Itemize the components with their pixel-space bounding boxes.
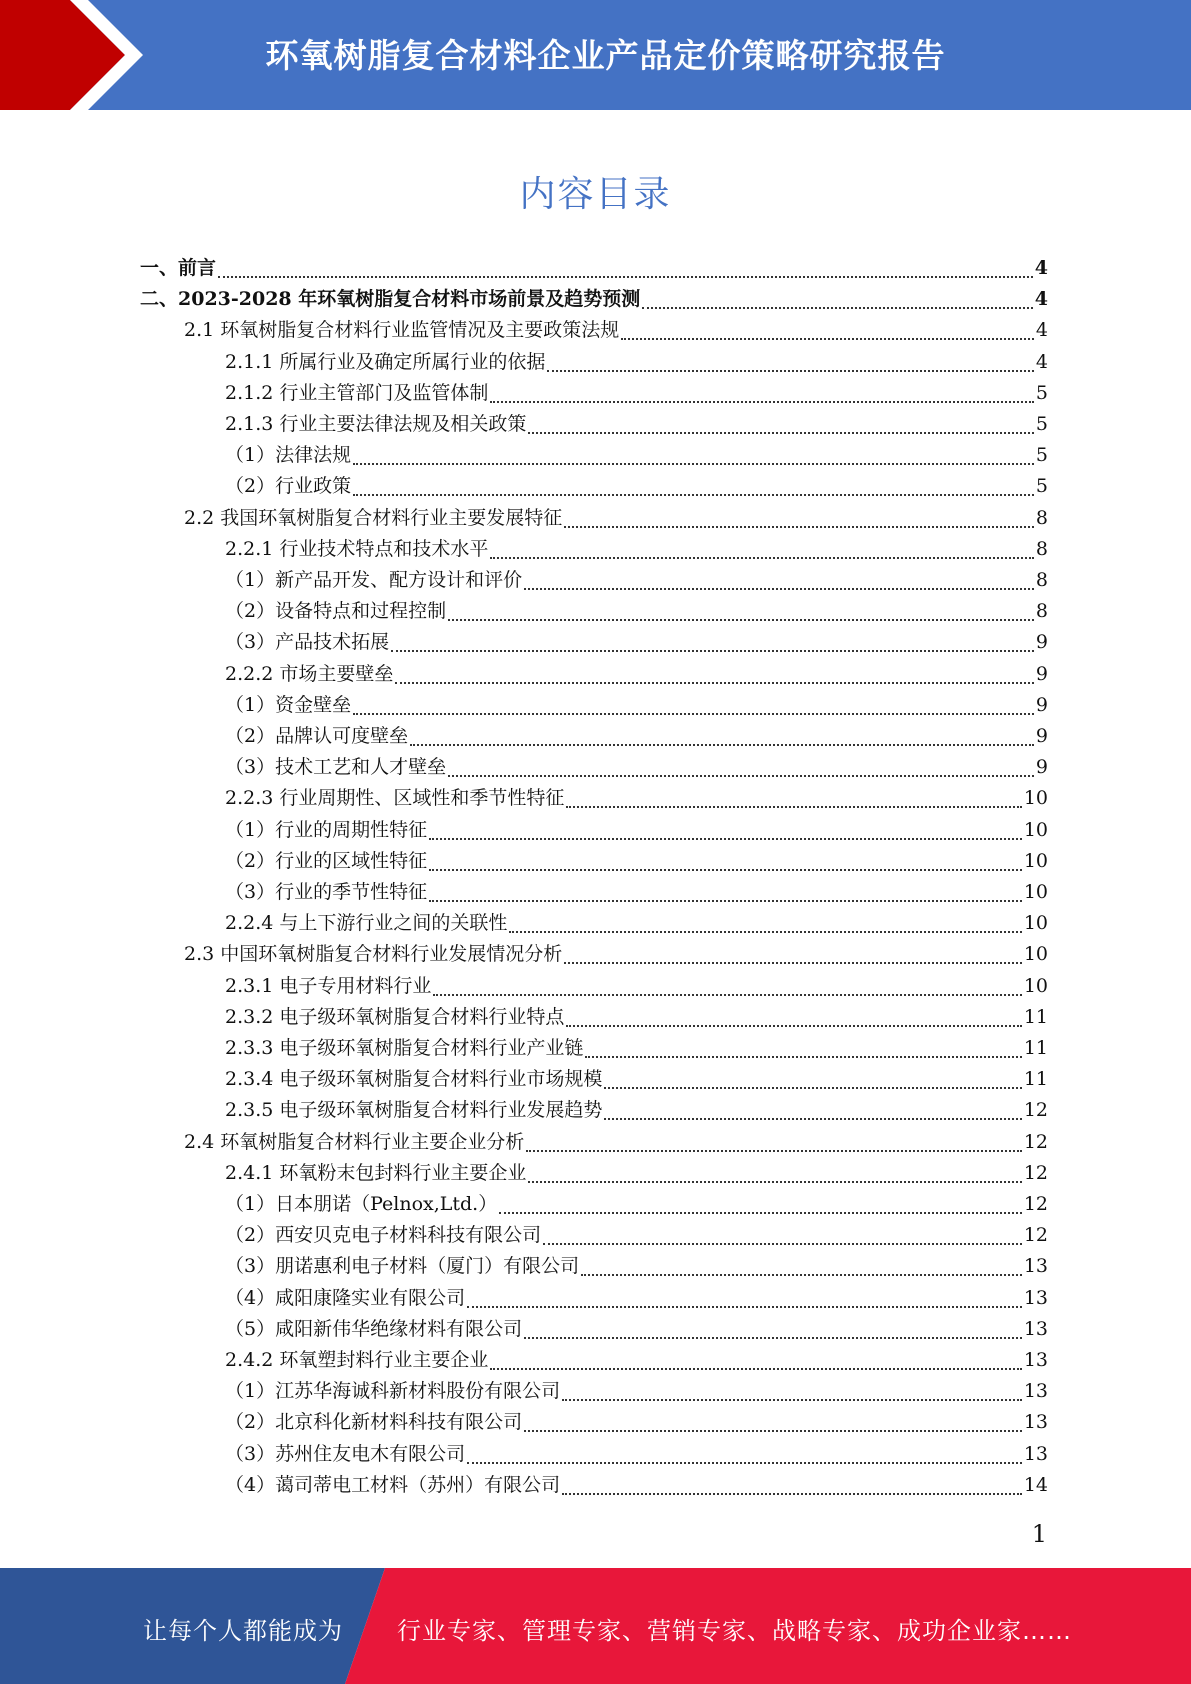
toc-entry[interactable] [184, 1127, 1048, 1158]
toc-entry[interactable] [225, 347, 1048, 378]
toc-entry-page: 9 [1035, 725, 1048, 747]
toc-leader-dots [543, 1242, 1022, 1245]
toc-entry-page: 5 [1035, 475, 1048, 498]
toc-entry[interactable] [225, 1189, 1048, 1220]
toc-entry-label: （2）行业的区域性特征 [225, 849, 428, 872]
toc-leader-dots [490, 556, 1034, 559]
toc-entry-label: 2.4.2 环氧塑封料行业主要企业 [225, 1349, 489, 1371]
toc-entry-page: 10 [1023, 912, 1048, 935]
toc-entry-label: （2）行业政策 [225, 475, 352, 498]
toc-entry[interactable] [225, 1407, 1048, 1438]
toc-entry[interactable] [225, 471, 1048, 502]
toc-entry-label: （3）朋诺惠利电子材料（厦门）有限公司 [225, 1255, 580, 1278]
toc-entry-page: 9 [1035, 756, 1048, 779]
toc-entry-label: （2）西安贝克电子材料科技有限公司 [225, 1224, 542, 1247]
toc-entry-page: 12 [1023, 1161, 1048, 1184]
toc-entry-page: 10 [1023, 818, 1048, 841]
toc-entry-label: （2）品牌认可度壁垒 [225, 725, 409, 747]
toc-leader-dots [524, 1336, 1022, 1339]
toc-leader-dots [524, 1429, 1022, 1432]
toc-entry[interactable] [225, 378, 1048, 409]
toc-entry[interactable] [225, 846, 1048, 877]
toc-leader-dots [429, 868, 1022, 871]
toc-entry-label: 2.3.2 电子级环氧树脂复合材料行业特点 [225, 1005, 565, 1028]
toc-entry-label: （2）设备特点和过程控制 [225, 600, 447, 623]
toc-entry-label: 2.3.5 电子级环氧树脂复合材料行业发展趋势 [225, 1099, 603, 1122]
toc-leader-dots [604, 1086, 1021, 1089]
toc-entry[interactable] [225, 1283, 1048, 1314]
toc-leader-dots [585, 1055, 1021, 1058]
toc-entry[interactable] [225, 971, 1048, 1002]
toc-leader-dots [429, 837, 1022, 840]
toc-entry[interactable] [225, 1251, 1048, 1282]
toc-entry-label: （4）蔼司蒂电工材料（苏州）有限公司 [225, 1473, 561, 1496]
toc-leader-dots [391, 649, 1034, 652]
toc-entry[interactable] [140, 253, 1048, 284]
toc-leader-dots [433, 993, 1021, 996]
toc-entry-page: 10 [1023, 943, 1048, 966]
toc-leader-dots [467, 1461, 1022, 1464]
toc-entry[interactable] [225, 908, 1048, 939]
toc-leader-dots [642, 306, 1033, 309]
toc-leader-dots [448, 774, 1034, 777]
footer-slogan-right: 行业专家、管理专家、营销专家、战略专家、成功企业家…… [397, 1617, 1072, 1645]
toc-heading: 内容目录 [519, 174, 672, 215]
toc-entry[interactable] [225, 1470, 1048, 1501]
toc-entry[interactable] [225, 440, 1048, 471]
toc-entry-page: 13 [1023, 1286, 1048, 1309]
page-footer [0, 1568, 1191, 1684]
toc-leader-dots [218, 275, 1033, 278]
toc-entry[interactable] [225, 1064, 1048, 1095]
toc-entry-page: 5 [1035, 381, 1048, 404]
toc-entry-page: 13 [1023, 1317, 1048, 1340]
toc-entry[interactable] [225, 596, 1048, 627]
toc-entry-page: 10 [1023, 787, 1048, 810]
toc-entry-page: 13 [1023, 1442, 1048, 1465]
toc-leader-dots [353, 462, 1034, 465]
toc-entry[interactable] [225, 815, 1048, 846]
toc-entry[interactable] [225, 1002, 1048, 1033]
toc-leader-dots [564, 961, 1022, 964]
toc-entry-label: （1）江苏华海诚科新材料股份有限公司 [225, 1380, 561, 1403]
toc-entry[interactable] [225, 1095, 1048, 1126]
toc-entry-label: 2.2.2 市场主要壁垒 [225, 662, 394, 685]
toc-entry-page: 8 [1035, 506, 1048, 529]
toc-entry[interactable] [225, 409, 1048, 440]
toc-entry-page: 8 [1035, 600, 1048, 623]
toc-entry-label: （1）日本朋诺（Pelnox,Ltd.） [225, 1193, 498, 1215]
toc-entry-label: 2.3.4 电子级环氧树脂复合材料行业市场规模 [225, 1068, 603, 1091]
toc-entry-page: 4 [1034, 257, 1048, 279]
toc-entry-label: 2.4.1 环氧粉末包封料行业主要企业 [225, 1161, 527, 1184]
toc-leader-dots [604, 1117, 1021, 1120]
toc-entry-label: 2.2 我国环氧树脂复合材料行业主要发展特征 [184, 506, 563, 529]
toc-entry-page: 11 [1023, 1037, 1048, 1059]
toc-entry-page: 4 [1035, 319, 1048, 342]
toc-entry-page: 12 [1023, 1193, 1048, 1215]
toc-leader-dots [499, 1211, 1022, 1214]
toc-leader-dots [467, 1305, 1022, 1308]
toc-entry[interactable] [225, 1314, 1048, 1345]
toc-entry-page: 13 [1023, 1255, 1048, 1278]
toc-entry-page: 13 [1023, 1411, 1048, 1434]
toc-entry[interactable] [225, 565, 1048, 596]
toc-entry-page: 12 [1023, 1130, 1048, 1153]
toc-entry[interactable] [225, 659, 1048, 690]
toc-leader-dots [528, 431, 1034, 434]
toc-entry-label: 一、前言 [140, 257, 217, 279]
toc-entry-label: （3）苏州住友电木有限公司 [225, 1442, 466, 1465]
toc-leader-dots [410, 743, 1034, 746]
toc-entry-page: 11 [1023, 1068, 1048, 1091]
toc-entry[interactable] [225, 721, 1048, 752]
toc-leader-dots [528, 1180, 1021, 1183]
toc-entry[interactable] [225, 534, 1048, 565]
toc-entry-label: 2.2.4 与上下游行业之间的关联性 [225, 912, 508, 935]
toc-entry-page: 9 [1035, 662, 1048, 685]
toc-leader-dots [524, 587, 1034, 590]
toc-entry[interactable] [225, 627, 1048, 658]
toc-entry[interactable] [225, 1439, 1048, 1470]
toc-entry-page: 14 [1023, 1473, 1048, 1496]
toc-leader-dots [353, 712, 1034, 715]
toc-entry-page: 5 [1035, 444, 1048, 467]
toc-leader-dots [353, 493, 1034, 496]
toc-entry-label: （1）新产品开发、配方设计和评价 [225, 569, 523, 591]
toc-entry[interactable] [225, 690, 1048, 721]
toc-entry[interactable] [225, 1220, 1048, 1251]
toc-leader-dots [429, 899, 1022, 902]
page-header [0, 0, 1191, 110]
toc-entry-page: 8 [1035, 537, 1048, 560]
toc-entry-page: 5 [1035, 413, 1048, 435]
toc-entry-page: 4 [1035, 350, 1048, 373]
toc-entry[interactable] [225, 1033, 1048, 1064]
toc-leader-dots [562, 1492, 1022, 1495]
toc-leader-dots [564, 525, 1034, 528]
toc-entry[interactable] [225, 1345, 1048, 1376]
toc-leader-dots [509, 930, 1021, 933]
toc-entry-label: （1）资金壁垒 [225, 693, 352, 716]
toc-entry-label: （1）行业的周期性特征 [225, 818, 428, 841]
toc-entry-label: （3）产品技术拓展 [225, 631, 390, 654]
toc-entry-label: 2.3 中国环氧树脂复合材料行业发展情况分析 [184, 943, 563, 966]
toc-entry-page: 4 [1034, 288, 1048, 311]
toc-leader-dots [490, 400, 1034, 403]
toc-entry[interactable] [225, 1376, 1048, 1407]
footer-slogan-left: 让每个人都能成为 [143, 1617, 343, 1645]
toc-entry-label: 2.1 环氧树脂复合材料行业监管情况及主要政策法规 [184, 319, 620, 342]
toc-entry[interactable] [184, 939, 1048, 970]
toc-entry-page: 10 [1023, 881, 1048, 903]
toc-entry-page: 9 [1035, 693, 1048, 716]
toc-leader-dots [448, 618, 1034, 621]
toc-entry[interactable] [184, 503, 1048, 534]
toc-entry-page: 13 [1023, 1380, 1048, 1403]
toc-entry-label: 2.1.2 行业主管部门及监管体制 [225, 381, 489, 404]
toc-entry-label: （4）咸阳康隆实业有限公司 [225, 1286, 466, 1309]
toc-entry-label: （5）咸阳新伟华绝缘材料有限公司 [225, 1317, 523, 1340]
toc-entry-page: 12 [1023, 1224, 1048, 1247]
page-number: 1 [1031, 1520, 1047, 1548]
toc-entry[interactable] [225, 877, 1048, 908]
toc-leader-dots [490, 1367, 1021, 1370]
toc-entry-label: 2.4 环氧树脂复合材料行业主要企业分析 [184, 1130, 525, 1153]
toc-leader-dots [566, 1024, 1021, 1027]
toc-entry-label: （3）技术工艺和人才壁垒 [225, 756, 447, 779]
toc-leader-dots [581, 1273, 1022, 1276]
report-title: 环氧树脂复合材料企业产品定价策略研究报告 [265, 36, 946, 75]
toc-entry[interactable] [184, 315, 1048, 346]
toc-entry-page: 13 [1023, 1349, 1048, 1371]
toc-entry-label: 2.3.3 电子级环氧树脂复合材料行业产业链 [225, 1037, 584, 1059]
toc-leader-dots [562, 1398, 1022, 1401]
toc-entry-page: 8 [1035, 569, 1048, 591]
toc-entry-label: （2）北京科化新材料科技有限公司 [225, 1411, 523, 1434]
toc-entry-page: 11 [1023, 1005, 1048, 1028]
toc-entry-page: 9 [1035, 631, 1048, 654]
toc-leader-dots [395, 681, 1034, 684]
toc-entry-page: 10 [1023, 974, 1048, 997]
toc-entry-label: 2.2.1 行业技术特点和技术水平 [225, 537, 489, 560]
toc-entry-label: 2.2.3 行业周期性、区域性和季节性特征 [225, 787, 565, 810]
toc-leader-dots [526, 1149, 1022, 1152]
toc-entry[interactable] [225, 783, 1048, 814]
toc-entry-page: 10 [1023, 849, 1048, 872]
header-arrow-decoration [0, 0, 160, 110]
toc-entry-label: 2.1.3 行业主要法律法规及相关政策 [225, 413, 527, 435]
toc-entry-label: （3）行业的季节性特征 [225, 881, 428, 903]
toc-entry[interactable] [140, 284, 1048, 315]
toc-entry-label: 2.1.1 所属行业及确定所属行业的依据 [225, 350, 546, 373]
toc-entry-label: 二、2023-2028 年环氧树脂复合材料市场前景及趋势预测 [140, 288, 641, 311]
toc-entry[interactable] [225, 1158, 1048, 1189]
toc-entry-page: 12 [1023, 1099, 1048, 1122]
toc-entry-label: （1）法律法规 [225, 444, 352, 467]
toc-entry-label: 2.3.1 电子专用材料行业 [225, 974, 432, 997]
toc-leader-dots [621, 337, 1034, 340]
toc-leader-dots [547, 369, 1034, 372]
toc-entry[interactable] [225, 752, 1048, 783]
toc-leader-dots [566, 805, 1021, 808]
